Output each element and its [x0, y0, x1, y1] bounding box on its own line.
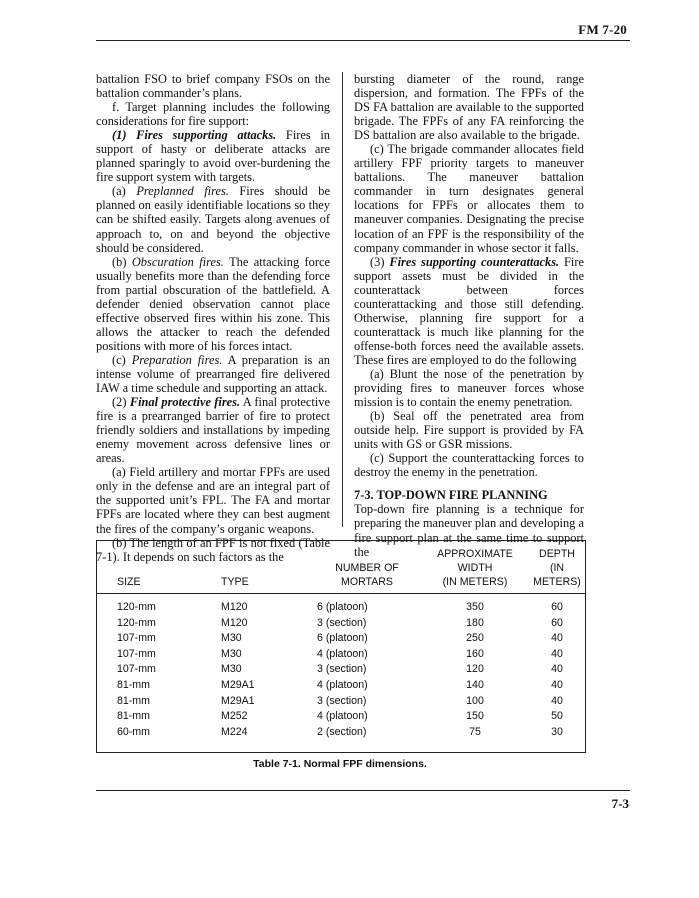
table-header-row — [97, 547, 585, 594]
cell-size: 107-mm — [117, 663, 156, 676]
subsection-heading: Preplanned fires. — [136, 184, 229, 199]
table-row — [97, 594, 585, 616]
cell-size: 120-mm — [117, 601, 156, 613]
cell-mortars: 3 (section) — [317, 663, 367, 676]
paragraph: (b) The length of an FPF is not fixed (Table 7-1). It depends on such factors as the — [96, 535, 330, 564]
cell-depth: 30 — [551, 725, 563, 738]
table-row — [97, 709, 585, 725]
footer-rule — [96, 790, 630, 791]
cell-depth: 40 — [551, 632, 563, 645]
table-caption: Table 7-1. Normal FPF dimensions. — [253, 758, 427, 770]
cell-depth: 40 — [551, 663, 563, 676]
table-row — [97, 678, 585, 694]
cell-width: 140 — [466, 678, 484, 691]
cell-width: 350 — [466, 601, 484, 613]
paragraph: bursting diameter of the round, range dispersion, and formation. The FPFs of the DS FA battalion are available to the supported brigade. The FPFs of any FA reinforcing the DS battalion are also available to the brigade. — [354, 72, 584, 143]
cell-mortars: 4 (platoon) — [317, 710, 368, 723]
cell-mortars: 4 (platoon) — [317, 678, 368, 691]
paragraph: (b) Seal off the penetrated area from outside help. Fire support is provided by FA units with GS or GSR missions. — [354, 409, 584, 452]
paragraph: f. Target planning includes the following considerations for fire support: — [96, 100, 330, 129]
paragraph: (c) Preparation fires. A preparation is an intense volume of prearranged fire delivered IAW a time schedule and supporting an attack. — [96, 352, 330, 396]
paragraph: (a) Field artillery and mortar FPFs are used only in the defense and are an integral part of the supported unit’s FPL. The FA and mortar FPFs are located where they can best augment the fires of the company’s organic weapons. — [96, 465, 330, 536]
paragraph: (1) Fires supporting attacks. Fires in support of hasty or deliberate attacks are planned sparingly to avoid over-burdening the fire support system with targets. — [96, 128, 330, 185]
cell-depth: 40 — [551, 678, 563, 691]
subsection-heading: Final protective fires. — [129, 395, 241, 410]
cell-depth: 60 — [551, 601, 563, 613]
cell-size: 120-mm — [117, 616, 156, 629]
cell-size: 107-mm — [117, 632, 156, 645]
page-number: 7-3 — [611, 796, 629, 811]
table-row — [97, 694, 585, 710]
header-type: TYPE — [221, 576, 249, 588]
paragraph: (b) Obscuration fires. The attacking force usually benefits more than the defending force from partial obscuration of the battlefield. A defender denied observation cannot place effective observed fires within his zone. This allows the attacker to reach the defended positions with more of his forces intact. — [96, 254, 330, 353]
subsection-heading: Fires supporting counterattacks. — [389, 254, 560, 269]
cell-type: M120 — [221, 616, 248, 629]
paragraph: Top-down fire planning is a technique for preparing the maneuver plan and developing a fire support plan at the same time to support the — [354, 502, 584, 559]
cell-mortars: 2 (section) — [317, 725, 367, 738]
subsection-heading: Obscuration fires. — [131, 254, 224, 269]
cell-size: 81-mm — [117, 694, 150, 707]
cell-width: 180 — [466, 616, 484, 629]
cell-depth: 40 — [551, 694, 563, 707]
cell-size: 81-mm — [117, 678, 150, 691]
subsection-heading: (1) Fires supporting attacks. — [112, 128, 277, 143]
cell-mortars: 3 (section) — [317, 616, 367, 629]
cell-type: M30 — [221, 632, 242, 645]
cell-type: M252 — [221, 710, 248, 723]
column-divider — [342, 72, 343, 527]
paragraph: (a) Preplanned fires. Fires should be planned on easily identifiable locations so they can be shifted easily. Targets along avenues of approach to, on and beyond the objective should be considered. — [96, 184, 330, 255]
cell-width: 100 — [466, 694, 484, 707]
cell-size: 107-mm — [117, 647, 156, 660]
right-column — [354, 72, 584, 559]
cell-size: 60-mm — [117, 725, 150, 738]
paragraph: battalion FSO to brief company FSOs on the battalion commander’s plans. — [96, 72, 330, 101]
cell-mortars: 4 (platoon) — [317, 647, 368, 660]
cell-type: M29A1 — [221, 694, 255, 707]
table-row — [97, 616, 585, 632]
table-row — [97, 725, 585, 741]
cell-type: M120 — [221, 601, 248, 613]
header-rule — [96, 40, 630, 41]
header-size: SIZE — [117, 576, 141, 588]
cell-width: 150 — [466, 710, 484, 723]
fpf-dimensions-table — [96, 540, 586, 753]
header-depth: DEPTH (IN METERS) — [533, 548, 581, 588]
cell-type: M224 — [221, 725, 248, 738]
cell-mortars: 3 (section) — [317, 694, 367, 707]
paragraph: (c) Support the counterattacking forces to destroy the enemy in the penetration. — [354, 451, 584, 480]
paragraph: (3) Fires supporting counterattacks. Fire support assets must be divided in the counterattack between forces counterattacking and those still defending. Otherwise, planning fire support for a counterattack is much like planning for the offense-both forces need the available assets. These fires are employed to do the following — [354, 254, 584, 367]
cell-size: 81-mm — [117, 710, 150, 723]
cell-width: 75 — [469, 725, 481, 738]
cell-type: M30 — [221, 663, 242, 676]
cell-depth: 40 — [551, 647, 563, 660]
cell-width: 160 — [466, 647, 484, 660]
table-row — [97, 631, 585, 647]
cell-depth: 50 — [551, 710, 563, 723]
cell-mortars: 6 (platoon) — [317, 632, 368, 645]
cell-mortars: 6 (platoon) — [317, 601, 368, 613]
left-column — [96, 72, 330, 564]
paragraph: (a) Blunt the nose of the penetration by providing fires to maneuver forces whose mission is to contain the enemy penetration. — [354, 366, 584, 410]
cell-type: M29A1 — [221, 678, 255, 691]
cell-depth: 60 — [551, 616, 563, 629]
cell-width: 250 — [466, 632, 484, 645]
paragraph: (2) Final protective fires. A final protective fire is a prearranged barrier of fire to protect friendly soldiers and installations by impeding enemy movement across defensive lines or areas. — [96, 395, 330, 466]
header-width: APPROXIMATE WIDTH (IN METERS) — [437, 548, 513, 588]
header-mortars: NUMBER OF MORTARS — [335, 562, 399, 588]
cell-type: M30 — [221, 647, 242, 660]
paragraph: (c) The brigade commander allocates field artillery FPF priority targets to maneuver battalions. The maneuver battalion commander in turn designates general locations for FPFs or allocates them to maneuver companies. Designating the precise location of an FPF is the responsibility of the company commander in whose sector it falls. — [354, 142, 584, 255]
section-heading: 7-3. TOP-DOWN FIRE PLANNING — [354, 488, 548, 503]
document-id: FM 7-20 — [578, 22, 627, 37]
cell-width: 120 — [466, 663, 484, 676]
subsection-heading: Preparation fires. — [131, 352, 223, 367]
table-row — [97, 662, 585, 678]
table-row — [97, 647, 585, 663]
